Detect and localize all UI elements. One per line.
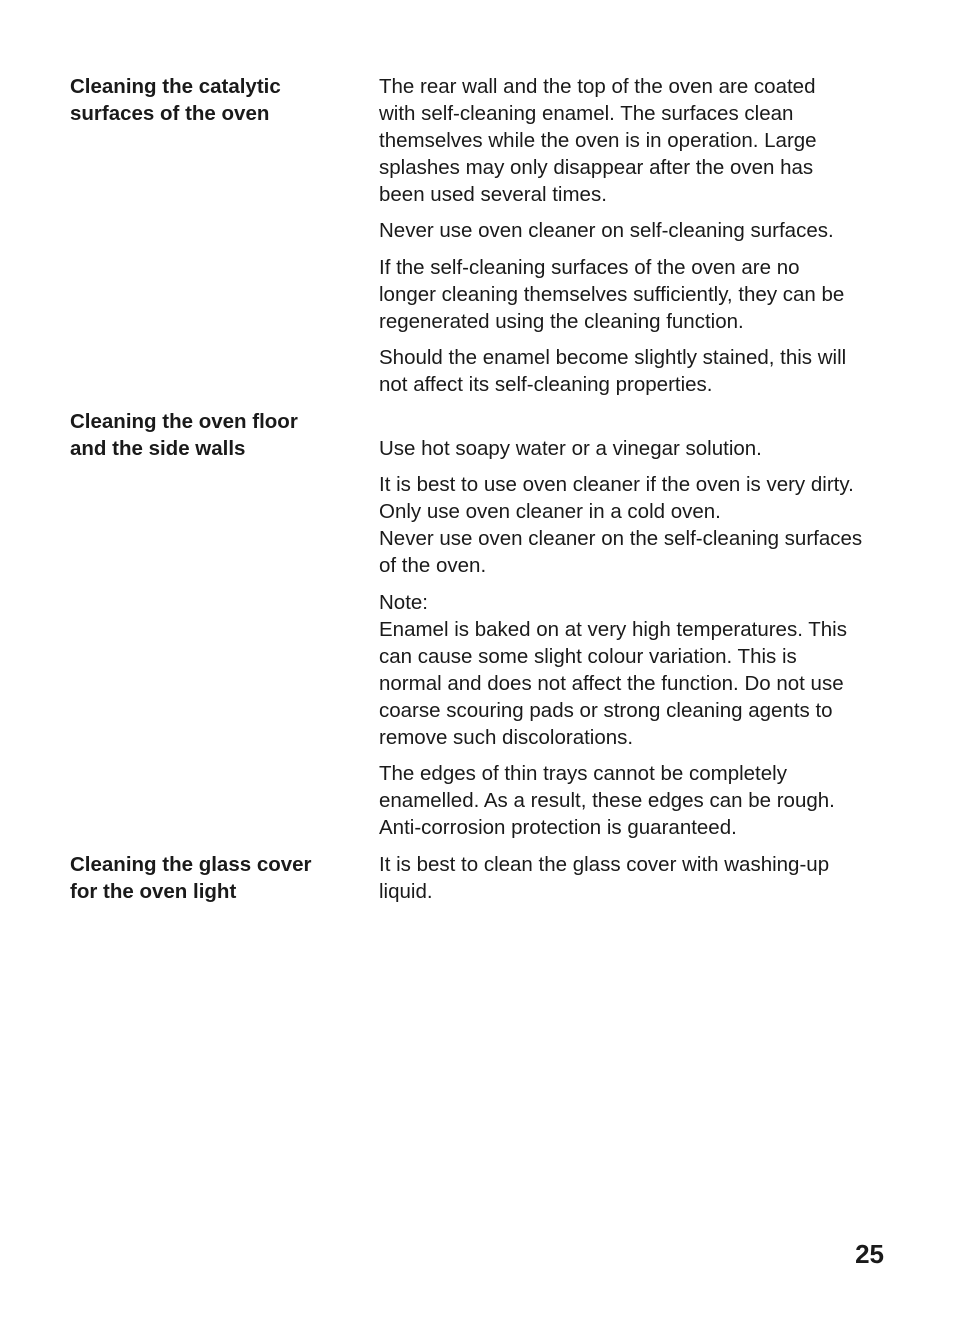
section-heading-glass-cover: Cleaning the glass cover for the oven light	[70, 853, 312, 903]
floor-paragraph-4: The edges of thin trays cannot be completely enamelled. As a result, these edges can be rough. Anti-corrosion protection is guaranteed.	[379, 762, 835, 839]
page-number: 25	[855, 1239, 884, 1269]
catalytic-paragraph-1: The rear wall and the top of the oven are coated with self-cleaning enamel. The surfaces clean themselves while the oven is in operation. Large splashes may only disappear after the oven has been used several times.	[379, 75, 817, 206]
catalytic-paragraph-2: Never use oven cleaner on self-cleaning surfaces.	[379, 219, 834, 242]
floor-paragraph-note: Note: Enamel is baked on at very high temperatures. This can cause some slight colour variation. This is normal and does not affect the function. Do not use coarse scouring pads or strong cleaning agents to remove such discolorations.	[379, 591, 847, 749]
floor-paragraph-2: It is best to use oven cleaner if the oven is very dirty. Only use oven cleaner in a cold oven. Never use oven cleaner on the self-cleaning surfaces of the oven.	[379, 473, 863, 577]
section-heading-oven-floor: Cleaning the oven floor and the side walls	[70, 410, 298, 460]
catalytic-paragraph-3: If the self-cleaning surfaces of the oven are no longer cleaning themselves sufficiently, they can be regenerated using the cleaning function.	[379, 256, 845, 333]
glass-cover-paragraph-1: It is best to clean the glass cover with washing-up liquid.	[379, 853, 830, 903]
section-heading-catalytic-surfaces: Cleaning the catalytic surfaces of the oven	[70, 75, 281, 125]
floor-paragraph-1: Use hot soapy water or a vinegar solution.	[379, 437, 762, 460]
catalytic-paragraph-4: Should the enamel become slightly stained, this will not affect its self-cleaning properties.	[379, 346, 847, 396]
